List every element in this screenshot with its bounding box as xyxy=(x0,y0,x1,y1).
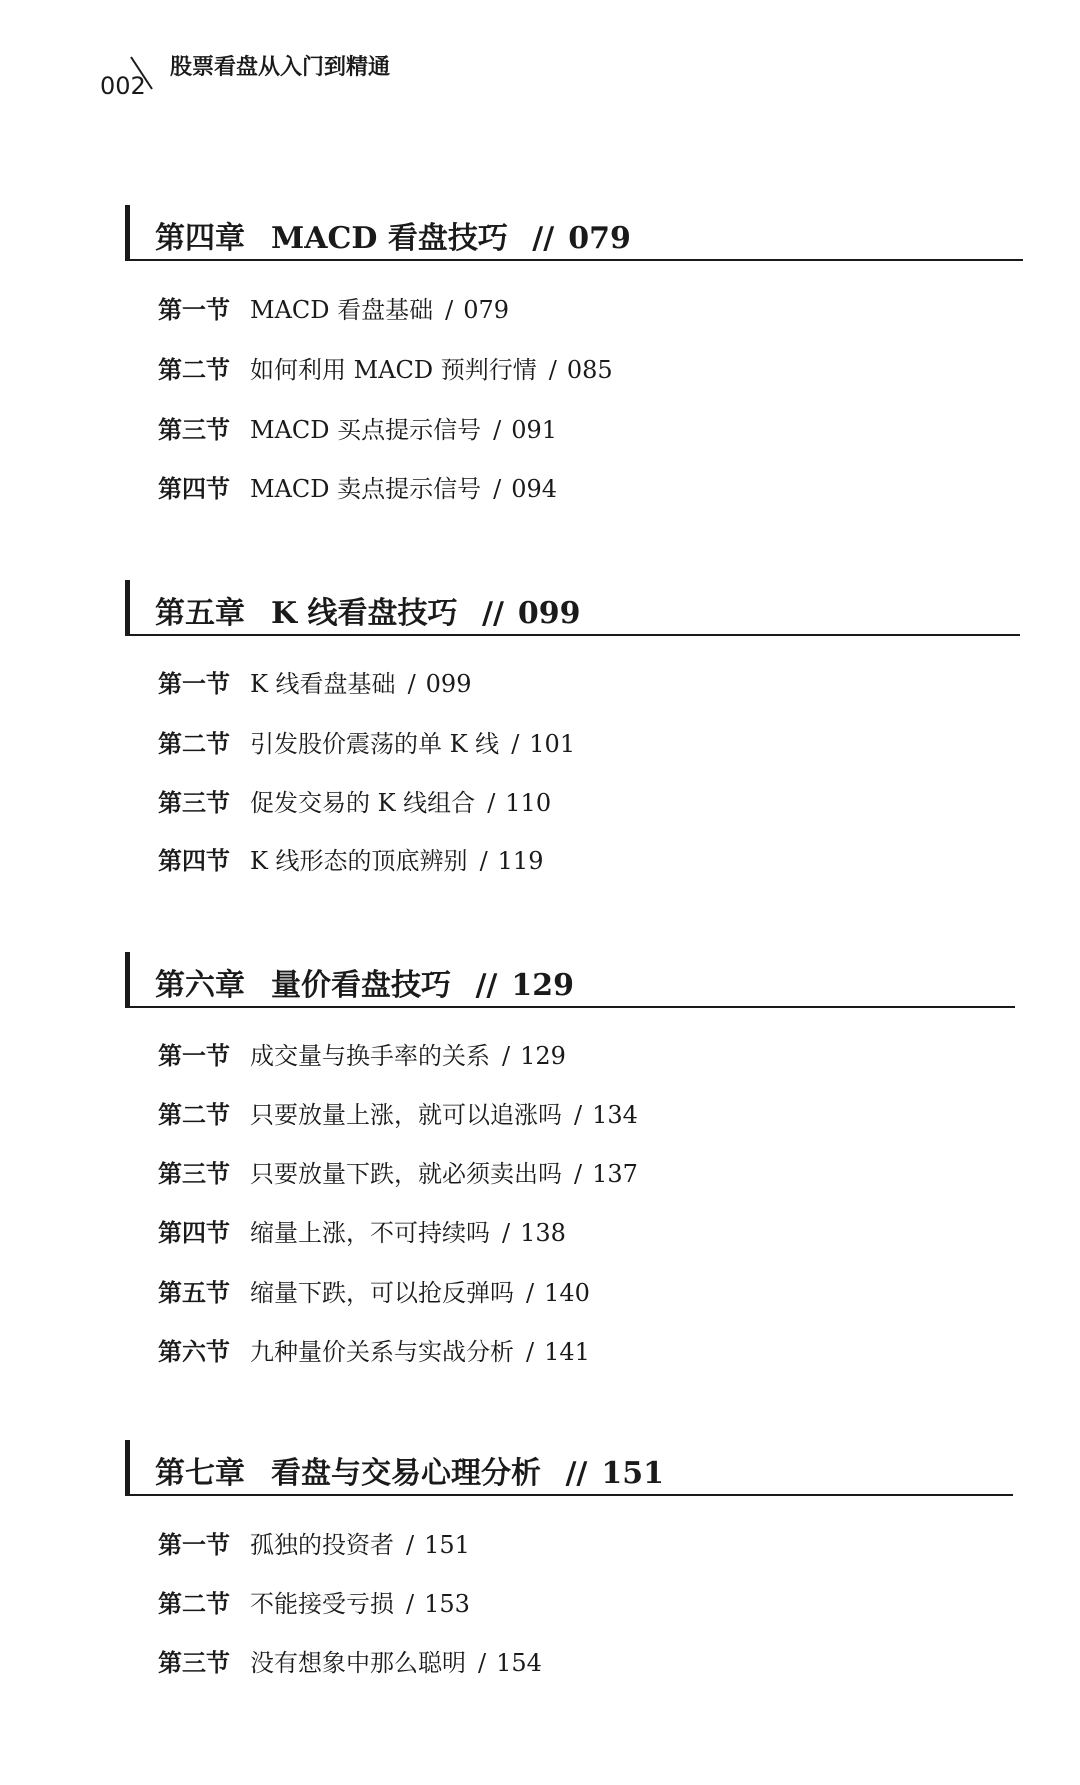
section-sep: / xyxy=(574,1160,583,1188)
section-label: 第二节 xyxy=(158,729,230,758)
toc-section[interactable] xyxy=(158,664,471,699)
section-page: 134 xyxy=(592,1101,638,1129)
section-label: 第二节 xyxy=(158,355,230,384)
chapter-rule xyxy=(125,634,1020,636)
chapter-heading[interactable] xyxy=(125,580,1023,636)
toc-section[interactable] xyxy=(158,1036,566,1071)
toc-section[interactable] xyxy=(158,469,557,504)
section-page: 099 xyxy=(425,670,472,698)
chapter-title xyxy=(155,1448,664,1492)
toc-section[interactable] xyxy=(158,1332,590,1367)
page-header xyxy=(0,0,1080,120)
section-sep: / xyxy=(574,1101,583,1129)
section-page: 138 xyxy=(520,1219,566,1247)
section-label: 第二节 xyxy=(158,1589,230,1618)
chapter-bar xyxy=(125,952,130,1008)
toc-section[interactable] xyxy=(158,1095,638,1130)
section-sep: / xyxy=(407,670,416,698)
chapter-label: 第六章 xyxy=(155,968,245,1003)
toc-section[interactable] xyxy=(158,410,557,445)
section-page: 101 xyxy=(529,730,576,758)
chapter-sep: // xyxy=(532,221,555,256)
section-label: 第五节 xyxy=(158,1278,230,1307)
section-label: 第一节 xyxy=(158,1530,230,1559)
section-title: K 线形态的顶底辨别 xyxy=(250,847,468,875)
section-title: 孤独的投资者 xyxy=(250,1531,394,1559)
running-book-title: 股票看盘从入门到精通 xyxy=(170,55,391,80)
section-title: MACD 卖点提示信号 xyxy=(250,475,482,503)
section-title: 只要放量下跌，就必须卖出吗 xyxy=(250,1160,562,1188)
section-sep: / xyxy=(445,296,454,324)
toc-section[interactable] xyxy=(158,1584,470,1619)
section-title: MACD 看盘基础 xyxy=(250,296,434,324)
section-page: 140 xyxy=(544,1279,590,1307)
section-page: 154 xyxy=(496,1649,542,1677)
section-sep: / xyxy=(526,1338,535,1366)
chapter-rule xyxy=(125,1006,1015,1008)
section-title: 不能接受亏损 xyxy=(250,1590,394,1618)
section-title: 成交量与换手率的关系 xyxy=(250,1042,490,1070)
chapter-bar xyxy=(125,205,130,261)
chapter-sep: // xyxy=(475,968,498,1003)
section-title: 没有想象中那么聪明 xyxy=(250,1649,466,1677)
section-page: 151 xyxy=(424,1531,470,1559)
section-sep: / xyxy=(479,847,488,875)
chapter-heading[interactable] xyxy=(125,205,1023,261)
section-label: 第二节 xyxy=(158,1100,230,1129)
section-title: 缩量下跌，可以抢反弹吗 xyxy=(250,1279,514,1307)
chapter-label: 第五章 xyxy=(155,596,245,631)
chapter-title xyxy=(155,213,631,257)
toc-section[interactable] xyxy=(158,1273,590,1308)
toc-section[interactable] xyxy=(158,783,551,818)
section-sep: / xyxy=(502,1219,511,1247)
section-label: 第三节 xyxy=(158,415,230,444)
section-sep: / xyxy=(526,1279,535,1307)
toc-section[interactable] xyxy=(158,1154,638,1189)
chapter-page: 151 xyxy=(601,1456,664,1491)
chapter-name: K 线看盘技巧 xyxy=(271,596,458,631)
section-sep: / xyxy=(478,1649,487,1677)
section-sep: / xyxy=(493,416,502,444)
section-page: 129 xyxy=(520,1042,566,1070)
chapter-bar xyxy=(125,580,130,636)
section-sep: / xyxy=(502,1042,511,1070)
section-page: 110 xyxy=(505,789,552,817)
section-page: 119 xyxy=(497,847,544,875)
toc-section[interactable] xyxy=(158,724,575,759)
section-page: 091 xyxy=(511,416,558,444)
section-label: 第四节 xyxy=(158,474,230,503)
toc-section[interactable] xyxy=(158,841,543,876)
toc-section[interactable] xyxy=(158,350,613,385)
chapter-title xyxy=(155,960,574,1004)
section-label: 第一节 xyxy=(158,669,230,698)
section-label: 第一节 xyxy=(158,295,230,324)
section-sep: / xyxy=(406,1531,415,1559)
section-title: MACD 买点提示信号 xyxy=(250,416,482,444)
chapter-rule xyxy=(125,1494,1013,1496)
section-title: 促发交易的 K 线组合 xyxy=(250,789,476,817)
toc-section[interactable] xyxy=(158,1643,542,1678)
section-title: 只要放量上涨，就可以追涨吗 xyxy=(250,1101,562,1129)
section-label: 第三节 xyxy=(158,1159,230,1188)
chapter-label: 第四章 xyxy=(155,221,245,256)
section-title: 如何利用 MACD 预判行情 xyxy=(250,356,537,384)
section-title: 引发股价震荡的单 K 线 xyxy=(250,730,500,758)
chapter-name: MACD 看盘技巧 xyxy=(271,221,508,256)
section-sep: / xyxy=(487,789,496,817)
section-sep: / xyxy=(493,475,502,503)
toc-section[interactable] xyxy=(158,1525,470,1560)
section-page: 153 xyxy=(424,1590,470,1618)
chapter-page: 099 xyxy=(517,596,581,631)
section-sep: / xyxy=(548,356,557,384)
chapter-sep: // xyxy=(481,596,504,631)
chapter-sep: // xyxy=(565,1456,588,1491)
section-label: 第一节 xyxy=(158,1041,230,1070)
section-page: 094 xyxy=(511,475,558,503)
section-label: 第三节 xyxy=(158,1648,230,1677)
section-page: 079 xyxy=(463,296,510,324)
section-page: 137 xyxy=(592,1160,638,1188)
section-label: 第六节 xyxy=(158,1337,230,1366)
section-title: 缩量上涨，不可持续吗 xyxy=(250,1219,490,1247)
section-title: 九种量价关系与实战分析 xyxy=(250,1338,514,1366)
toc-section[interactable] xyxy=(158,1213,566,1248)
section-label: 第四节 xyxy=(158,846,230,875)
chapter-heading[interactable] xyxy=(125,1440,1023,1496)
chapter-name: 量价看盘技巧 xyxy=(271,968,451,1003)
chapter-name: 看盘与交易心理分析 xyxy=(271,1456,541,1491)
chapter-title xyxy=(155,588,581,632)
chapter-page: 129 xyxy=(511,968,574,1003)
section-title: K 线看盘基础 xyxy=(250,670,396,698)
section-sep: / xyxy=(406,1590,415,1618)
header-slash-divider xyxy=(128,55,168,93)
section-page: 141 xyxy=(544,1338,590,1366)
section-sep: / xyxy=(511,730,520,758)
chapter-bar xyxy=(125,1440,130,1496)
chapter-page: 079 xyxy=(568,221,631,256)
chapter-rule xyxy=(125,259,1023,261)
section-page: 085 xyxy=(566,356,613,384)
section-label: 第四节 xyxy=(158,1218,230,1247)
toc-section[interactable] xyxy=(158,290,509,325)
chapter-label: 第七章 xyxy=(155,1456,245,1491)
page-number: 002 xyxy=(100,72,146,100)
chapter-heading[interactable] xyxy=(125,952,1023,1008)
section-label: 第三节 xyxy=(158,788,230,817)
